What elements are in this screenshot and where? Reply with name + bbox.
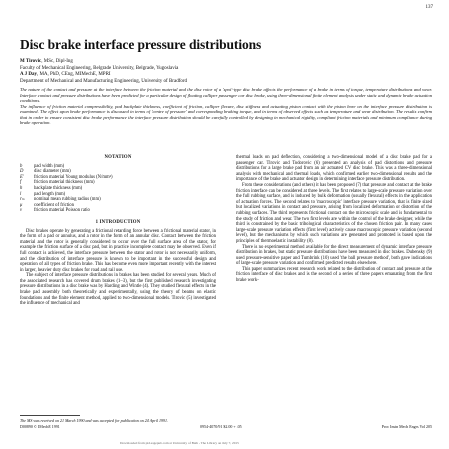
footer-issn: 0954-4070/91 $2.00 + .05 bbox=[199, 424, 242, 429]
notation-list bbox=[20, 164, 216, 214]
footer-journal: Proc Instn Mech Engrs Vol 205 bbox=[381, 424, 432, 429]
body-paragraph: There is no experimental method available for the direct measurement of dynamic interface pressure distribution in brakes, but static pressure distributions have been measured in disc brakes. Dubensky (9) used pressure-sensitive paper and Tumbrink (10) used 'the ball pressure method', both gave indications of large-scale pressure variation and confirmed predicted results elsewhere. bbox=[236, 244, 432, 267]
body-paragraph: The subject of interface pressure distributions in brakes has been studied for several years. Much of the associated research has covered drum brakes (1–3), but the first published research investigating pressure distributions in a disc brake was by Harding and Wintle (4). They studied flexural effects in the brake pad assembly both theoretically and experimentally, using the theory of beams on elastic foundations and the finite element method, applied to two-dimensional models. Tirovic (5) investigated the influence of mechanical and bbox=[20, 273, 216, 307]
abstract bbox=[20, 87, 432, 126]
footer-copyright: D00890 © IMechE 1991 bbox=[20, 424, 60, 429]
author-2: A J Day, MA, PhD, CEng, MIMechE, MPRI bbox=[20, 72, 111, 78]
author-block bbox=[20, 59, 430, 85]
footnote-rule bbox=[20, 415, 80, 416]
body-paragraph: thermal loads on pad deflection, considering a two-dimensional model of a disc brake pad for a passenger car. Tirovic and Todorovic (6) presented an analysis of pad distortions and pressure distributions for a large brake pad from an air actuated CV disc brake. This was a three-dimensional analysis with mechanical and thermal loads, which confirmed earlier two-dimensional results and the importance of the brake and actuator design in determining interface pressure distribution. bbox=[236, 155, 432, 183]
left-column bbox=[20, 155, 216, 307]
notation-item: rₘ nominal mean rubbing radius (mm) bbox=[20, 197, 101, 203]
body-paragraph: From these considerations (and others) it has been proposed (7) that pressure and contact at the brake friction interface can be considered at three levels. The first relates to large-scale pressure variation over the full rubbing surface, and is induced by bulk deformation (usually flexural) effects in the application of actuation forces. The second relates to 'macroscopic' interface pressure variation, that is finite sized but localized variations in contact and pressure, arising from localized deformation or distortion of the rubbing surfaces. The third represents frictional contact on the microscopic scale and is fundamental to the study of friction and wear. The two first levels are within the control of the brake designer, while the third is constrained by the basic tribological characteristics of the chosen friction pair. In many cases large-scale pressure variation effects (first level) actively cause macroscopic pressure variation (second level), but the mechanisms by which such variations are generated and promoted is based upon the principles of thermoelastic instability (8). bbox=[236, 182, 432, 244]
notation-item: f friction material thickness (mm) bbox=[20, 180, 95, 186]
right-column bbox=[236, 155, 432, 284]
notation-heading: NOTATION bbox=[104, 155, 132, 160]
notation-item: μ coefficient of friction bbox=[20, 202, 74, 208]
author-1: M Tirovic, MSc, Dipl-Ing bbox=[20, 59, 73, 64]
notation-item: l pad length (mm) bbox=[20, 191, 66, 197]
author-2-affiliation: Department of Mechanical and Manufacturing Engineering, University of Bradford bbox=[20, 78, 188, 84]
footnote-text: The MS was received on 21 March 1990 and was accepted for publication on 24 April 1991. bbox=[20, 418, 168, 423]
abstract-paragraph: The influence of friction material compressibility, pad backplate thickness, coefficient of friction, calliper flexure, disc stiffness and actuating piston contact with the piston bore on the interface pressure distribution is examined. The effect upon brake performance is discussed in terms of 'centre of pressure' and corresponding braking torque, and in terms of observed effects such as temperature and wear distribution. The results confirm that in order to ensure consistent disc brake performance the interface pressure distribution should be carefully controlled by designing in mechanical rigidity, compliant friction materials and minimum compliance during brake operation. bbox=[20, 103, 432, 125]
notation-item: h backplate thickness (mm) bbox=[20, 185, 83, 191]
author-name: A J Day bbox=[20, 72, 37, 78]
page-number: 137 bbox=[425, 5, 433, 10]
notation-item: E' friction material Young modulus (N/mm²) bbox=[20, 174, 113, 180]
footnote bbox=[20, 412, 216, 423]
abstract-paragraph: The nature of the contact and pressure at the interface between the friction material and the disc rotor of a 'spot'-type disc brake affects the performance of a brake in terms of torque, temperature distributions and wear. Interface contact and pressure distributions have been predicted for a particular design of floating calliper passenger car disc brake, using three-dimensional finite element analysis under static and dynamic brake actuation conditions. bbox=[20, 87, 432, 103]
introduction-heading: 1 INTRODUCTION bbox=[95, 219, 141, 225]
notation-item: b pad width (mm) bbox=[20, 163, 65, 169]
author-1-affiliation: Faculty of Mechanical Engineering, Belgrade University, Belgrade, Yugoslavia bbox=[20, 65, 179, 71]
download-notice: Downloaded from pid.sagepub.com at University of Bath - The Library on July 7, 2015 bbox=[120, 441, 239, 445]
notation-item: D disc diameter (mm) bbox=[20, 169, 71, 175]
paper-title: Disc brake interface pressure distributions bbox=[20, 37, 262, 52]
body-paragraph: Disc brakes operate by generating a frictional retarding force between a frictional material stator, in the form of a pad or annulus, and a rotor in the form of an annular disc. Contact between the friction material and the rotor is generally considered to occur over the full surface area of the stator, for example the friction surface of a disc pad, but in practice incomplete contact may be observed. Even if full contact is achieved, the interface pressure between the stator and rotor is not necessarily uniform, and the distribution of interface pressure is known to be important in the successful design and operation of all types of friction brake. This has become even more important recently with the interest in larger, heavier duty disc brakes for road and rail use. bbox=[20, 228, 216, 273]
body-paragraph: This paper summarizes recent research work related to the distribution of contact and pressure at the friction interface of disc brakes and is the second of a series of three papers emanating from the first brake work- bbox=[236, 266, 432, 284]
author-name: M Tirovic bbox=[20, 59, 42, 64]
notation-item: ν friction material Poisson ratio bbox=[20, 208, 90, 214]
page-footer bbox=[20, 424, 432, 429]
